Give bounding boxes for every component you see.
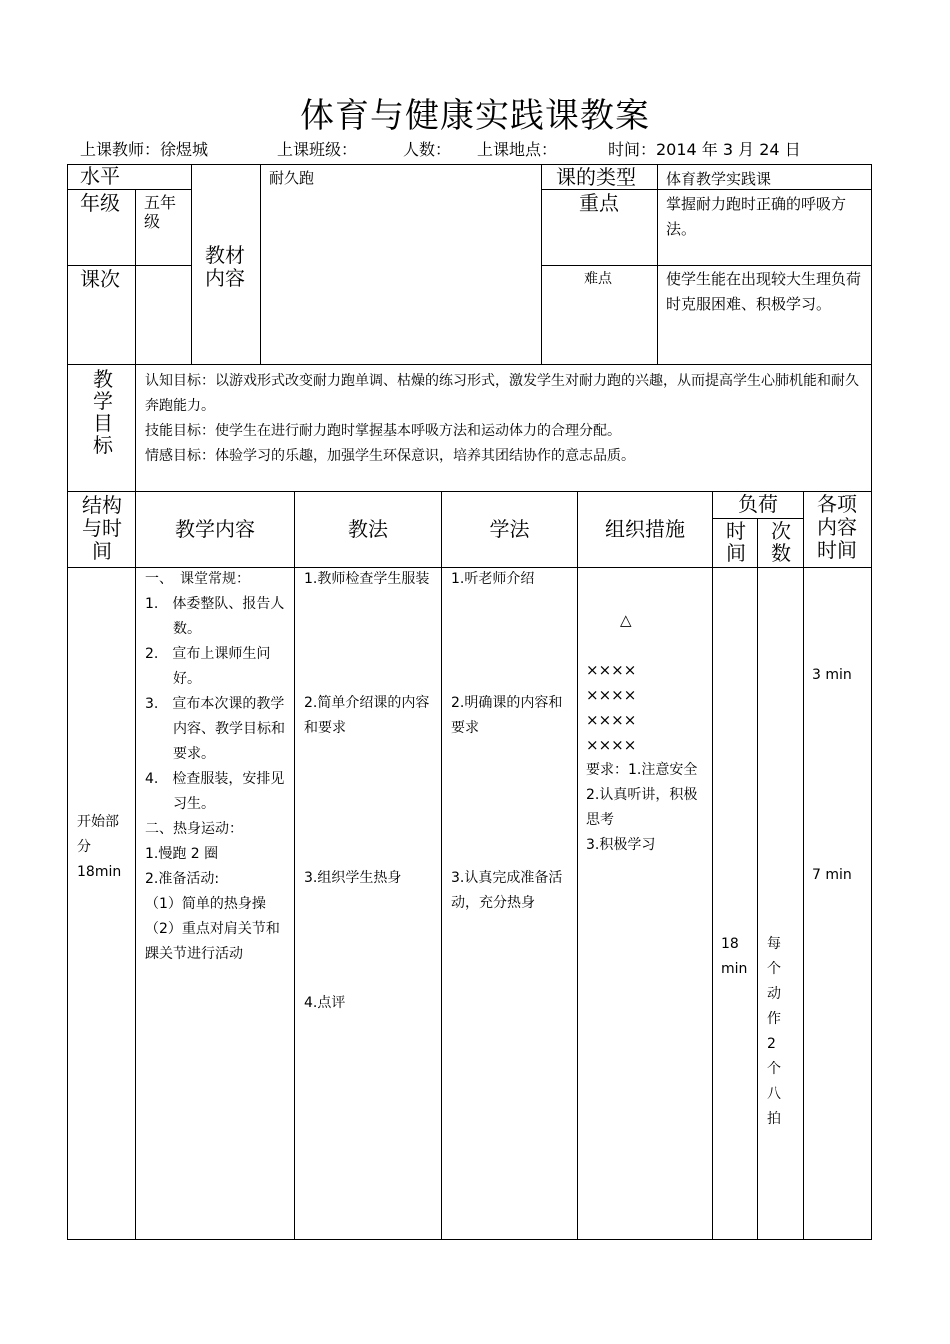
method-item-2: 2.简单介绍课的内容和要求 (304, 695, 430, 736)
material-value: 耐久跑 (269, 169, 315, 187)
time-info: 时间：2014 年 3 月 24 日 (608, 140, 801, 159)
lesson-label: 课次 (80, 267, 120, 291)
difficulty-label: 难点 (584, 271, 612, 287)
method-item-4: 4.点评 (304, 995, 346, 1011)
list-item: 3. 宣布本次课的教学内容、教学目标和要求。 (145, 696, 285, 762)
emotion-goal: 情感目标：体验学习的乐趣，加强学生环保意识，培养其团结协作的意志品质。 (145, 448, 635, 464)
col-load-count: 次数 (771, 519, 791, 565)
col-structure: 结构与时间 (82, 493, 122, 563)
load-time-value: 18 min (721, 936, 748, 977)
formation-rows (586, 658, 646, 758)
requirement-2: 2.认真听讲，积极思考 (586, 787, 698, 828)
class-info: 上课班级： (277, 140, 358, 159)
key-label: 重点 (579, 191, 619, 215)
formation-row: ×××× (586, 686, 637, 704)
content-column (145, 567, 290, 967)
list-item: 1. 体委整队、报告人数。 (145, 596, 285, 637)
content-heading-1: 一、 课堂常规： (145, 571, 250, 587)
teacher-info: 上课教师：徐煜城 (80, 140, 209, 159)
type-label: 课的类型 (556, 165, 636, 189)
method-item-1: 1.教师检查学生服装 (304, 571, 430, 587)
skill-goal: 技能目标：使学生在进行耐力跑时掌握基本呼吸方法和运动体力的合理分配。 (145, 423, 621, 439)
list-item: 2. 宣布上课师生问好。 (145, 646, 271, 687)
requirement-1: 要求：1.注意安全 (586, 762, 698, 778)
warmup-line-3: （1）简单的热身操 (145, 896, 266, 912)
warmup-line-4: （2）重点对肩关节和踝关节进行活动 (145, 921, 280, 962)
count-info: 人数： (403, 140, 452, 159)
col-load-time: 时间 (726, 519, 746, 565)
item-time-1: 3 min (812, 667, 852, 683)
study-item-3: 3.认真完成准备活动，充分热身 (451, 870, 563, 911)
place-info: 上课地点： (477, 140, 558, 159)
item-time-2: 7 min (812, 867, 852, 883)
col-item-time: 各项内容时间 (817, 492, 857, 562)
study-item-1: 1.听老师介绍 (451, 571, 535, 587)
col-content: 教学内容 (175, 517, 255, 541)
formation-row: ×××× (586, 661, 637, 679)
load-count-value: 每个动作2个八拍 (767, 936, 781, 1127)
level-label: 水平 (80, 164, 120, 188)
goals-body (145, 369, 867, 469)
section-name: 开始部分18min (77, 814, 122, 880)
goals-label: 教学目标 (93, 367, 113, 457)
requirements (586, 758, 708, 858)
difficulty-value: 使学生能在出现较大生理负荷时克服困难、积极学习。 (666, 270, 862, 313)
col-load: 负荷 (738, 492, 778, 516)
teacher-triangle-icon: △ (620, 611, 632, 629)
cognitive-goal: 认知目标：以游戏形式改变耐力跑单调、枯燥的练习形式，激发学生对耐力跑的兴趣，从而提高学生心肺机能和耐久奔跑能力。 (145, 373, 859, 414)
warmup-line-2: 2.准备活动: (145, 871, 220, 887)
page-title: 体育与健康实践课教案 (300, 96, 650, 136)
type-value: 体育教学实践课 (666, 170, 772, 188)
grade-label: 年级 (80, 191, 120, 215)
requirement-3: 3.积极学习 (586, 837, 656, 853)
col-organization: 组织措施 (605, 517, 685, 541)
formation-row: ×××× (586, 711, 637, 729)
content-heading-2: 二、热身运动： (145, 821, 243, 837)
method-item-3: 3.组织学生热身 (304, 870, 402, 886)
col-method: 教法 (348, 517, 388, 541)
routine-list (145, 592, 290, 817)
study-item-2: 2.明确课的内容和要求 (451, 695, 563, 736)
material-label: 教材内容 (205, 243, 245, 290)
formation-row: ×××× (586, 736, 637, 754)
list-item: 4. 检查服装，安排见习生。 (145, 771, 285, 812)
key-value: 掌握耐力跑时正确的呼吸方法。 (666, 195, 847, 238)
col-study: 学法 (489, 517, 530, 541)
warmup-line-1: 1.慢跑 2 圈 (145, 846, 219, 862)
grade-value: 五年级 (144, 193, 177, 231)
